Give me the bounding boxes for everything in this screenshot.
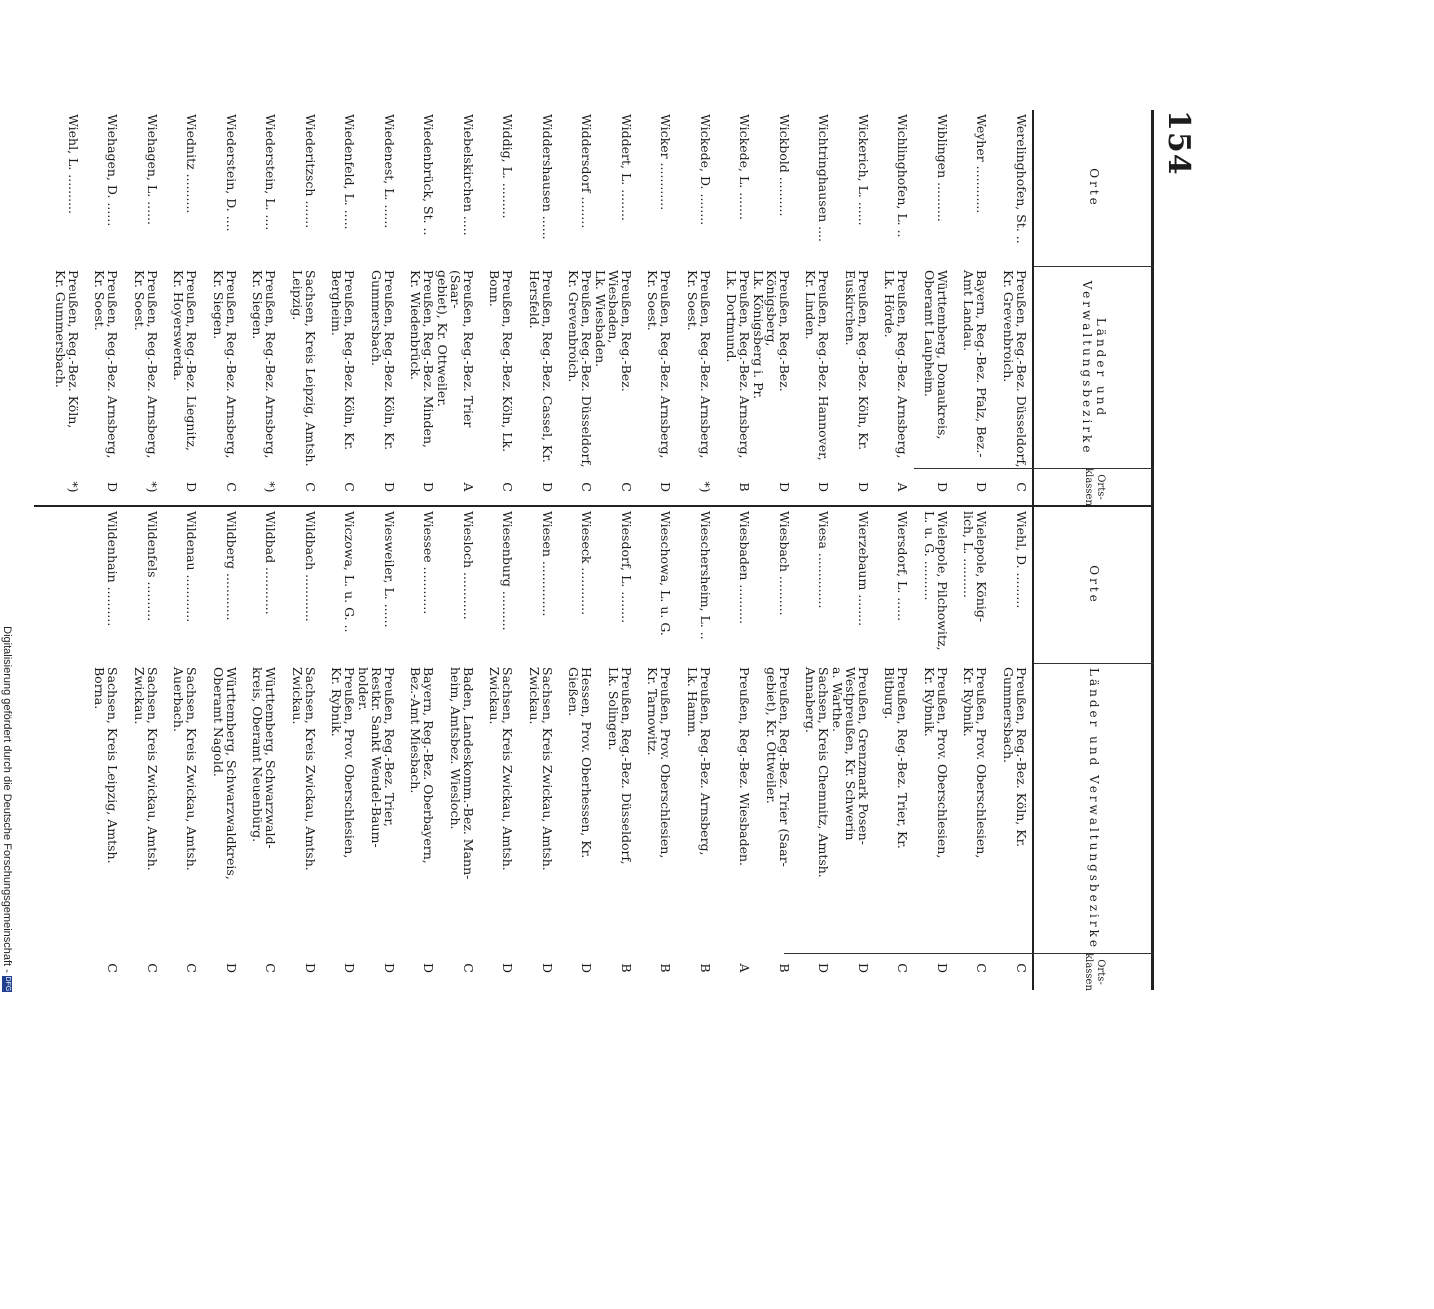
location-class: C	[461, 963, 476, 973]
places-table	[34, 110, 1154, 990]
place-name: Wiesenburg ..........	[500, 511, 516, 631]
location-class: *)	[698, 481, 713, 493]
place-name: Wildenfels ..........	[145, 511, 160, 622]
place-name: Wildberg ............	[224, 511, 239, 621]
location-class: B	[658, 963, 674, 973]
location-class: D	[579, 962, 595, 974]
place-name: Wildenhain ..........	[105, 511, 121, 627]
administrative-district: Preußen, Reg.-Bez. Liegnitz, Kr. Hoyerswerda.	[171, 270, 200, 452]
location-class: D	[974, 481, 990, 493]
place-name: Wiednitz ..........	[184, 114, 200, 214]
administrative-district: Sachsen, Kreis Zwickau, Amtsh. Zwickau.	[290, 667, 318, 871]
location-class: D	[382, 962, 397, 974]
digitization-note	[0, 309, 13, 1309]
location-class: D	[658, 481, 674, 493]
administrative-district: Preußen, Reg.-Bez. Arnsberg, Kr. Soest.	[685, 270, 713, 459]
location-class: D	[224, 962, 239, 974]
place-name: Wiesloch ............	[461, 511, 476, 620]
administrative-district: Sachsen, Kreis Chemnitz, Amtsh. Annaberg.	[803, 667, 832, 878]
place-name: Wiederitzsch .......	[303, 114, 318, 229]
location-class: B	[619, 963, 634, 973]
administrative-district: Preußen, Reg.-Bez. Arnsberg, Kr. Soest.	[92, 270, 121, 459]
location-class: D	[540, 962, 555, 974]
place-name: Wickerich, L. ......	[856, 114, 871, 226]
place-name: Wildbach ............	[303, 511, 318, 622]
administrative-district: Sachsen, Kreis Leipzig, Amtsh. Leipzig.	[290, 270, 318, 467]
administrative-district: Preußen, Reg.-Bez. Wiesbaden.	[737, 667, 753, 867]
location-class: *)	[66, 481, 81, 493]
administrative-district: Preußen, Reg.-Bez. Köln, Kr. Gummersbach.	[53, 270, 81, 429]
header-laender-right: Länder und Verwaltungsbezirke	[1087, 668, 1101, 950]
place-name: Widdershausen ......	[540, 114, 555, 240]
administrative-district: Preußen, Reg.-Bez. Arnsberg, Kr. Siegen.	[211, 270, 239, 459]
location-class: D	[856, 962, 871, 974]
administrative-district: Preußen, Reg.-Bez. Arnsberg, Kr. Soest.	[132, 270, 160, 459]
administrative-district: Preußen, Reg.-Bez. Köln, Kr. Bergheim.	[329, 270, 358, 451]
administrative-district: Preußen, Reg.-Bez. Köln, Kr. Euskirchen.	[843, 270, 871, 451]
administrative-district: Preußen, Prov. Oberschlesien, Kr. Tarnowitz.	[645, 667, 674, 859]
place-name: Wiederstein, D. ....	[224, 114, 239, 232]
place-name: Wiessee ............	[421, 511, 437, 615]
administrative-district: Preußen, Reg.-Bez. Cassel, Kr. Hersfeld.	[527, 270, 555, 463]
place-name: Werelinghofen, St. ..	[1014, 114, 1029, 244]
administrative-district: Sachsen, Kreis Zwickau, Amtsh. Auerbach.	[171, 667, 200, 871]
location-class: A	[461, 482, 476, 492]
location-class: B	[777, 963, 792, 973]
middle-rule	[34, 505, 1154, 507]
place-name: Wiesweiler, L. ......	[382, 511, 397, 628]
place-name: Wiesbach ..........	[777, 511, 792, 616]
header-orte-left: Orte	[1087, 168, 1101, 208]
place-name: Wierzebaum ........	[856, 511, 871, 627]
location-class: D	[421, 962, 437, 974]
administrative-district: Preußen, Grenzmark Posen- Westpreußen, Kr. Schwerin a. Warthe.	[830, 667, 871, 845]
place-name: Wildbad ............	[263, 511, 279, 615]
administrative-district: Preußen, Reg.-Bez. Arnsberg, Lk. Hörde.	[882, 270, 911, 459]
administrative-district: Hessen, Prov. Oberhessen, Kr. Gießen.	[566, 667, 595, 859]
administrative-district: Württemberg, Donaukreis, Oberamt Laupheim.	[922, 270, 950, 440]
place-name: Widdersdorf ........	[579, 114, 595, 229]
location-class: C	[145, 963, 160, 973]
place-name: Wiehagen, D. ......	[105, 114, 121, 227]
divider	[914, 468, 1154, 469]
header-orte-right: Orte	[1087, 565, 1101, 605]
digitization-note-text: Digitalisierung gefördert durch die Deutsche Forschungsgemeinschaft -	[1, 626, 13, 973]
location-class: A	[895, 482, 911, 492]
location-class: C	[1014, 482, 1029, 492]
location-class: C	[224, 482, 239, 492]
place-name: Wielepole, Pilchowitz, L. u. G. ..........	[922, 511, 950, 651]
location-class: C	[263, 963, 279, 973]
location-class: *)	[263, 481, 279, 493]
rotated-page	[10, 110, 1196, 991]
place-name: Wicker ............	[658, 114, 674, 211]
administrative-district: Baden, Landeskomm.-Bez. Mann- heim, Amtsbez. Wiesloch.	[448, 667, 476, 880]
administrative-district: Sachsen, Kreis Zwickau, Amtsh. Zwickau.	[527, 667, 555, 871]
place-name: Widdert, L. ........	[619, 114, 634, 222]
location-class: C	[895, 963, 911, 973]
administrative-district: Preußen, Reg.-Bez. Arnsberg, Lk. Dortmund.	[724, 270, 753, 459]
location-class: C	[184, 963, 200, 973]
administrative-district: Preußen, Reg.-Bez. Trier (Saar- gebiet), Kr. Ottweiler.	[764, 667, 792, 867]
administrative-district: Sachsen, Kreis Leipzig, Amtsh. Borna.	[92, 667, 121, 864]
location-class: D	[184, 481, 200, 493]
location-class: C	[619, 482, 634, 492]
administrative-district: Preußen, Prov. Oberschlesien, Kr. Rybnik.	[922, 667, 950, 859]
location-class: C	[1014, 963, 1029, 973]
place-name: Wielepole, König- lich, L. ..........	[961, 511, 990, 623]
location-class: *)	[145, 481, 160, 493]
location-class: D	[777, 481, 792, 493]
dfg-logo: DFG	[3, 976, 11, 992]
place-name: Wiersdorf, L. ......	[895, 511, 911, 622]
location-class: D	[342, 962, 358, 974]
location-class: D	[105, 481, 121, 493]
location-class: C	[500, 482, 516, 492]
divider	[1034, 266, 1154, 267]
header-laender-left: Länder und Verwaltungsbezirke	[1080, 280, 1108, 456]
administrative-district: Preußen, Reg.-Bez. Köln, Kr. Gummersbach.	[369, 270, 397, 451]
location-class: C	[303, 482, 318, 492]
place-name: Widdig, L. .........	[500, 114, 516, 219]
location-class: C	[105, 963, 121, 973]
location-class: D	[935, 481, 950, 493]
administrative-district: Preußen, Prov. Oberschlesien, Kr. Rybnik.	[329, 667, 358, 859]
place-name: Wieschowa, L. u. G.	[658, 511, 674, 636]
place-name: Wiehl, L. ..........	[66, 114, 81, 214]
place-name: Wiesdorf, L. ........	[619, 511, 634, 624]
administrative-district: Preußen, Reg.-Bez. Düsseldorf, Lk. Solingen.	[606, 667, 634, 865]
administrative-district: Preußen, Reg.-Bez. Trier, Restkr. Sankt Wendel-Baum- holder.	[356, 667, 397, 848]
place-name: Wiehl, D. .........	[1014, 511, 1029, 609]
page-number: 154	[1161, 110, 1196, 176]
location-class: D	[500, 962, 516, 974]
place-name: Wiczowa, L. u. G. ..	[342, 511, 358, 633]
administrative-district: Preußen, Reg.-Bez. Königsberg, Lk. Königsberg i. Pr.	[751, 270, 792, 400]
place-name: Wiesa ..............	[816, 511, 832, 609]
location-class: A	[737, 963, 753, 973]
location-class: D	[935, 962, 950, 974]
place-name: Wildenau ............	[184, 511, 200, 623]
header-klassen-right: Orts- klassen	[1083, 953, 1106, 991]
location-class: D	[382, 481, 397, 493]
place-name: Wickbold ..........	[777, 114, 792, 217]
place-name: Wickede, D. ........	[698, 114, 713, 226]
place-name: Wiblingen ..........	[935, 114, 950, 222]
administrative-district: Preußen, Reg.-Bez. Düsseldorf, Kr. Grevenbroich.	[1001, 270, 1029, 468]
administrative-district: Preußen, Reg.-Bez. Trier, Kr. Bitburg.	[882, 667, 911, 849]
administrative-district: Württemberg, Schwarzwaldkreis, Oberamt Nagold.	[211, 667, 239, 880]
administrative-district: Preußen, Reg.-Bez. Trier (Saar- gebiet), Kr. Ottweiler.	[435, 270, 476, 428]
location-class: D	[540, 481, 555, 493]
place-name: Wiesen ..............	[540, 511, 555, 617]
place-name: Weyher ............	[974, 114, 990, 214]
location-class: B	[698, 963, 713, 973]
administrative-district: Preußen, Reg.-Bez. Wiesbaden, Lk. Wiesbaden.	[593, 270, 634, 392]
administrative-district: Bayern, Reg.-Bez. Pfalz, Bez.- Amt Landau.	[961, 270, 990, 458]
place-name: Wiedenfeld, L. .....	[342, 114, 358, 230]
place-name: Wichtringhausen ....	[816, 114, 832, 243]
administrative-district: Preußen, Reg.-Bez. Hannover, Kr. Linden.	[803, 270, 832, 461]
location-class: C	[974, 963, 990, 973]
place-name: Wieseck ............	[579, 511, 595, 616]
location-class: D	[816, 962, 832, 974]
location-class: C	[579, 482, 595, 492]
administrative-district: Preußen, Reg.-Bez. Köln, Lk. Bonn.	[487, 270, 516, 453]
administrative-district: Preußen, Reg.-Bez. Arnsberg, Lk. Hamm.	[685, 667, 713, 856]
location-class: D	[303, 962, 318, 974]
administrative-district: Sachsen, Kreis Zwickau, Amtsh. Zwickau.	[132, 667, 160, 871]
place-name: Wichlinghofen, L. ..	[895, 114, 911, 238]
administrative-district: Württemberg, Schwarzwald- kreis, Oberamt Neuenbürg.	[250, 667, 279, 849]
location-class: D	[856, 481, 871, 493]
administrative-district: Preußen, Reg.-Bez. Köln, Kr. Gummersbach.	[1001, 667, 1029, 848]
administrative-district: Bayern, Reg.-Bez. Oberbayern, Bez.-Amt Miesbach.	[408, 667, 437, 864]
place-name: Wiebelskirchen .....	[461, 114, 476, 236]
administrative-district: Preußen, Reg.-Bez. Minden, Kr. Wiedenbrück.	[408, 270, 437, 448]
place-name: Wickede, L. .......	[737, 114, 753, 221]
administrative-district: Sachsen, Kreis Zwickau, Amtsh. Zwickau.	[487, 667, 516, 871]
location-class: C	[342, 482, 358, 492]
place-name: Wiesbaden ..........	[737, 511, 753, 625]
place-name: Wiehagen, L. ......	[145, 114, 160, 226]
location-class: D	[421, 481, 437, 493]
location-class: B	[737, 482, 753, 492]
administrative-district: Preußen, Prov. Oberschlesien, Kr. Rybnik.	[961, 667, 990, 859]
header-klassen-left: Orts- klassen	[1083, 468, 1106, 506]
divider	[1034, 663, 1154, 664]
place-name: Wiederstein, L. ....	[263, 114, 279, 231]
place-name: Wiedenest, L. ......	[382, 114, 397, 229]
place-name: Wiedenbrück, St. ..	[421, 114, 437, 236]
place-name: Wieschersheim, L. ..	[698, 511, 713, 640]
administrative-district: Preußen, Reg.-Bez. Düsseldorf, Kr. Grevenbroich.	[566, 270, 595, 468]
administrative-district: Preußen, Reg.-Bez. Arnsberg, Kr. Siegen.	[250, 270, 279, 459]
location-class: D	[816, 481, 832, 493]
administrative-district: Preußen, Reg.-Bez. Arnsberg, Kr. Soest.	[645, 270, 674, 459]
